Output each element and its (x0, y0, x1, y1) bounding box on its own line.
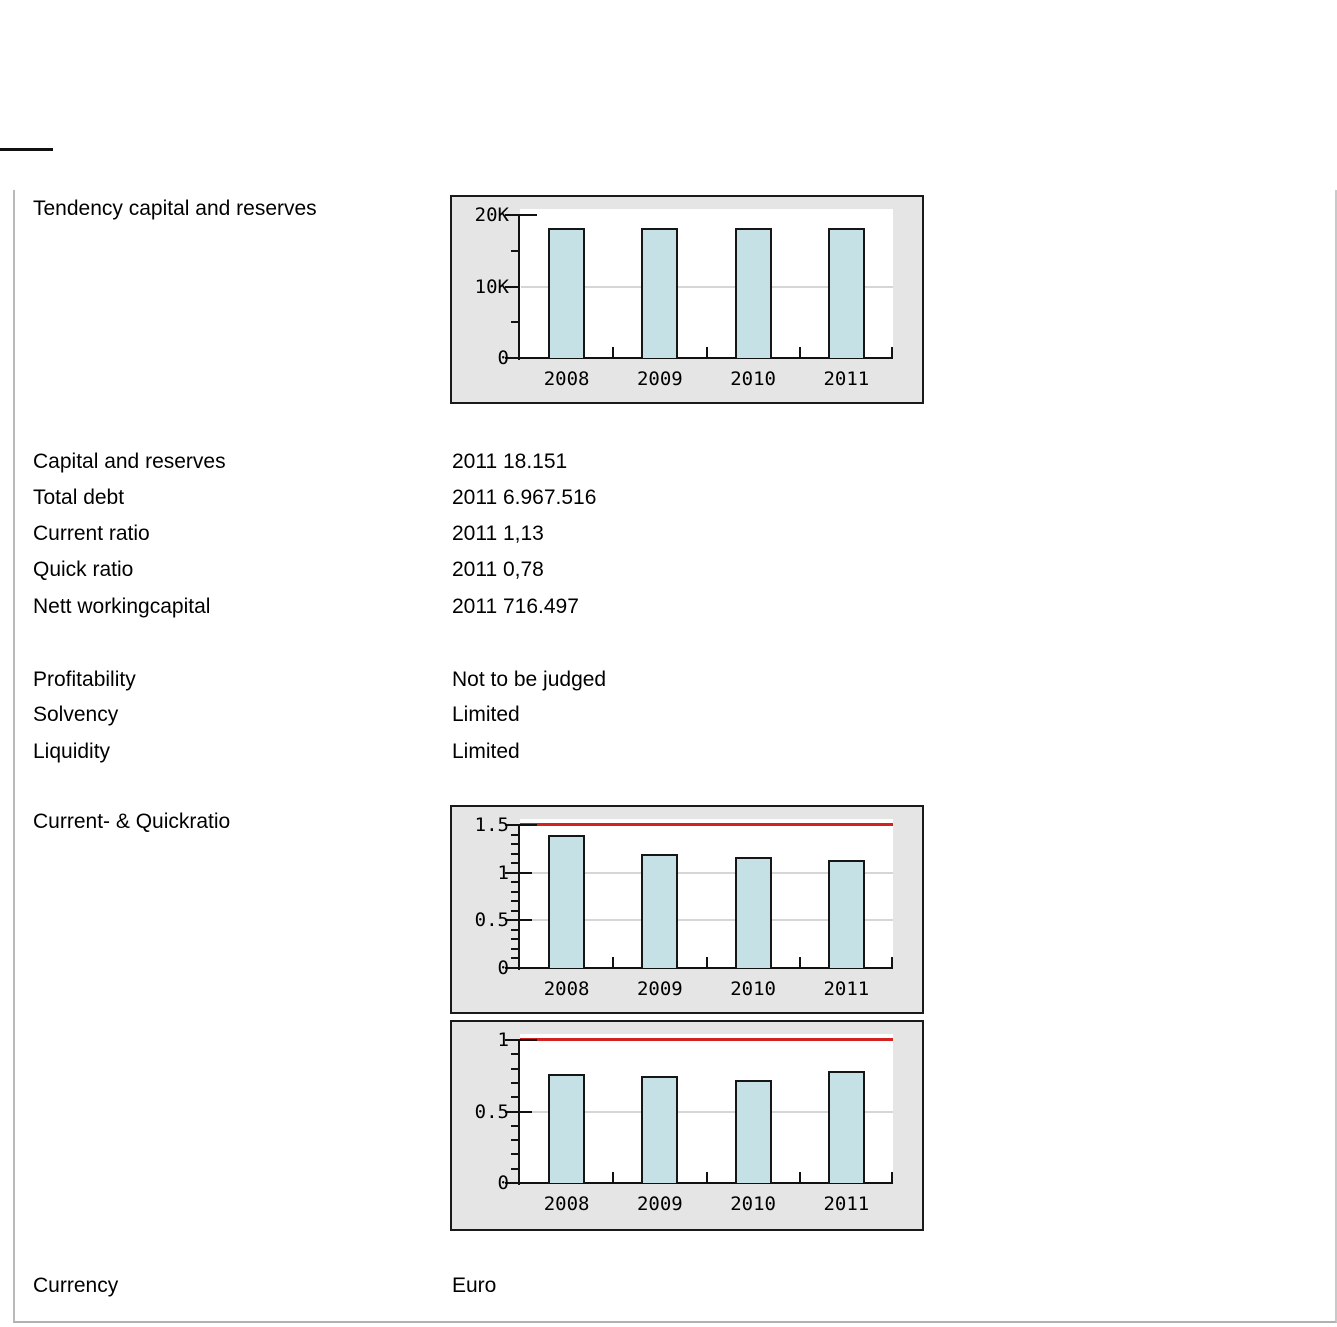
y-minor-tick (511, 957, 518, 959)
currency-row (0, 1274, 1337, 1298)
y-minor-tick (511, 1153, 518, 1155)
y-minor-tick (511, 910, 518, 912)
y-minor-tick (511, 900, 518, 902)
chart-current-ratio (450, 805, 924, 1014)
x-minor-tick (799, 957, 801, 967)
y-tick-label: 1 (497, 861, 509, 884)
metric-row-capital-and-reserves (0, 450, 1337, 474)
bar-2008 (548, 1074, 585, 1183)
y-minor-tick (511, 1096, 518, 1098)
y-minor-tick (511, 853, 518, 855)
bar-2009 (641, 854, 678, 968)
y-tick-label: 0.5 (474, 909, 509, 932)
y-minor-tick (511, 1068, 518, 1070)
x-minor-tick (612, 957, 614, 967)
y-minor-tick (511, 938, 518, 940)
bar-2010 (735, 857, 772, 968)
reference-line (520, 823, 893, 826)
bar-2011 (828, 860, 865, 968)
tendency-section-label: Tendency capital and reserves (33, 197, 317, 220)
x-tick-label: 2008 (543, 978, 590, 1000)
y-major-tick-inner (520, 872, 532, 874)
x-minor-tick (706, 1172, 708, 1182)
y-tick-label: 0 (497, 1172, 509, 1194)
x-tick-label: 2011 (823, 368, 870, 390)
x-tick-label: 2011 (823, 1193, 870, 1215)
y-tick-label: 0 (497, 957, 509, 979)
x-tick-label: 2011 (823, 978, 870, 1000)
y-minor-tick (511, 250, 518, 252)
y-minor-tick (511, 1082, 518, 1084)
bar-2010 (735, 1080, 772, 1183)
y-minor-tick (511, 1139, 518, 1141)
y-tick-label: 10K (474, 275, 509, 298)
metric-value: 2011 1,13 (452, 522, 544, 545)
metric-label: Nett workingcapital (33, 595, 211, 618)
x-axis-end-tick (891, 1172, 893, 1182)
y-minor-tick (511, 843, 518, 845)
y-tick-label: 20K (474, 204, 509, 226)
metric-row-quick-ratio (0, 558, 1337, 582)
x-minor-tick (612, 1172, 614, 1182)
x-tick-label: 2008 (543, 368, 590, 390)
metric-row-total-debt (0, 486, 1337, 510)
y-axis-top-tick (518, 1039, 537, 1041)
judgement-label: Liquidity (33, 740, 111, 763)
metric-label: Total debt (33, 486, 125, 509)
bar-2011 (828, 228, 865, 358)
metric-row-nett-workingcapital (0, 595, 1337, 619)
top-left-rule (0, 148, 53, 151)
x-tick-label: 2010 (730, 978, 776, 1000)
y-tick-label: 1 (497, 1029, 509, 1051)
judgement-value: Limited (452, 703, 520, 726)
x-minor-tick (706, 347, 708, 357)
bar-2010 (735, 228, 772, 358)
y-major-tick-inner (520, 919, 532, 921)
bar-2009 (641, 228, 678, 358)
x-axis-end-tick (891, 957, 893, 967)
x-tick-label: 2009 (636, 978, 683, 1000)
x-tick-label: 2008 (543, 1193, 590, 1215)
currency-value: Euro (452, 1274, 497, 1297)
judgement-label: Solvency (33, 703, 119, 726)
x-tick-label: 2009 (636, 368, 683, 390)
y-minor-tick (511, 881, 518, 883)
y-axis-top-tick (518, 214, 537, 216)
metric-label: Capital and reserves (33, 450, 226, 473)
x-tick-label: 2010 (730, 368, 776, 390)
y-minor-tick (511, 1125, 518, 1127)
judgement-value: Limited (452, 740, 520, 763)
y-minor-tick (511, 1168, 518, 1170)
y-tick-label: 0 (497, 347, 509, 369)
metric-value: 2011 716.497 (452, 595, 579, 618)
metric-label: Quick ratio (33, 558, 134, 581)
y-minor-tick (511, 321, 518, 323)
y-minor-tick (511, 834, 518, 836)
x-minor-tick (799, 347, 801, 357)
metric-value: 2011 6.967.516 (452, 486, 597, 509)
y-minor-tick (511, 1053, 518, 1055)
bar-2011 (828, 1071, 865, 1183)
judgement-label: Profitability (33, 668, 136, 691)
chart-quick-ratio (450, 1020, 924, 1231)
judgement-row-solvency (0, 703, 1337, 727)
judgement-row-profitability (0, 668, 1337, 692)
judgement-value: Not to be judged (452, 668, 607, 691)
y-minor-tick (511, 891, 518, 893)
x-tick-label: 2010 (730, 1193, 776, 1215)
bar-2008 (548, 228, 585, 358)
x-minor-tick (612, 347, 614, 357)
x-minor-tick (706, 957, 708, 967)
x-tick-label: 2009 (636, 1193, 683, 1215)
metric-label: Current ratio (33, 522, 150, 545)
y-axis-line (518, 824, 520, 970)
y-minor-tick (511, 929, 518, 931)
bar-2009 (641, 1076, 678, 1183)
chart-tendency-capital-reserves (450, 195, 924, 404)
currency-label: Currency (33, 1274, 119, 1297)
judgement-row-liquidity (0, 740, 1337, 764)
y-axis-top-tick (518, 824, 537, 826)
metric-value: 2011 0,78 (452, 558, 544, 581)
bar-2008 (548, 835, 585, 968)
y-minor-tick (511, 862, 518, 864)
x-axis-end-tick (891, 347, 893, 357)
metric-row-current-ratio (0, 522, 1337, 546)
y-axis-line (518, 214, 520, 360)
metric-value: 2011 18.151 (452, 450, 568, 473)
y-major-tick-inner (520, 1111, 532, 1113)
y-minor-tick (511, 948, 518, 950)
y-tick-label: 0.5 (474, 1100, 509, 1123)
y-tick-label: 1.5 (474, 814, 509, 836)
reference-line (520, 1038, 893, 1041)
x-minor-tick (799, 1172, 801, 1182)
ratio-section-label: Current- & Quickratio (33, 810, 231, 833)
